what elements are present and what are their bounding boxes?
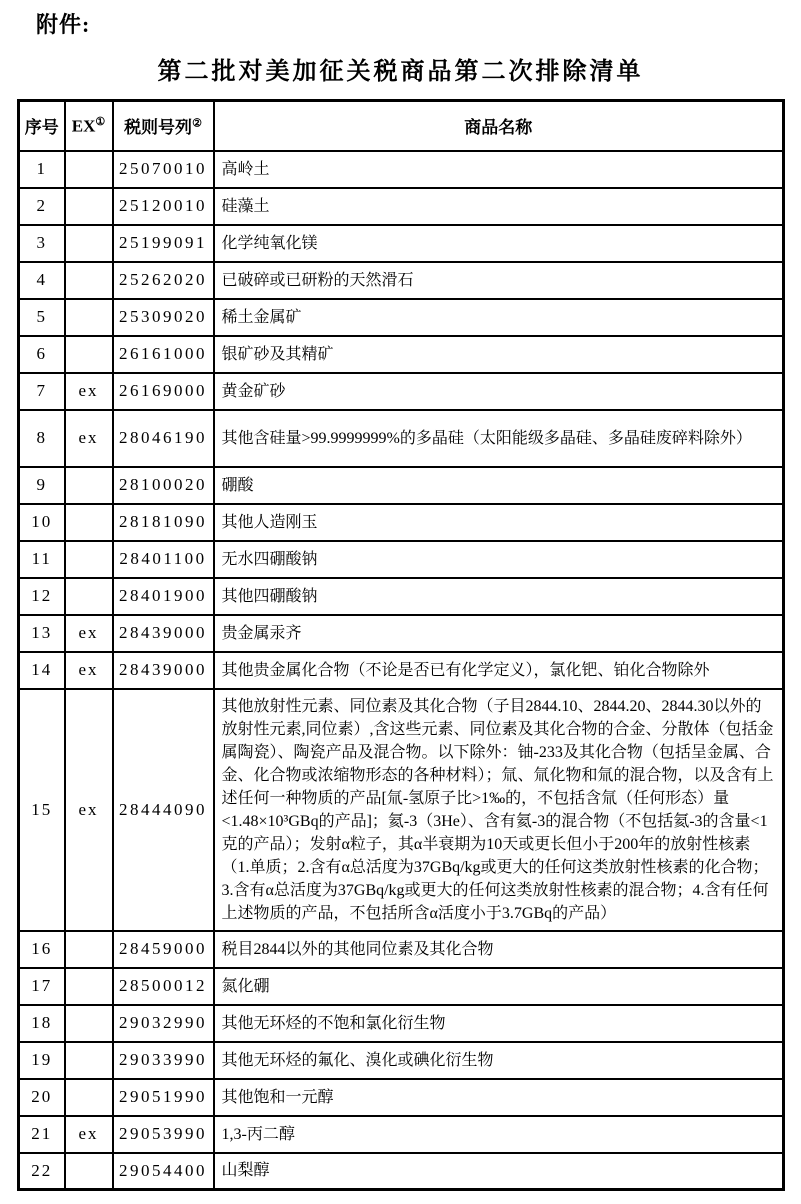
- row-ex-cell: [65, 541, 113, 578]
- table-row: [19, 504, 784, 541]
- row-ex-cell: [65, 188, 113, 225]
- row-no-cell: 2: [19, 188, 65, 225]
- table-row: [19, 968, 784, 1005]
- row-name-cell: 稀土金属矿: [214, 299, 784, 336]
- row-code-cell: 26169000: [113, 373, 214, 410]
- row-code-cell: 28500012: [113, 968, 214, 1005]
- row-code-cell: 25262020: [113, 262, 214, 299]
- row-no-cell: 12: [19, 578, 65, 615]
- table-row: [19, 262, 784, 299]
- header-code-label: 税则号列: [124, 118, 193, 138]
- row-name-cell: 其他放射性元素、同位素及其化合物（子目2844.10、2844.20、2844.30以外的放射性元素,同位素）,含这些元素、同位素及其化合物的合金、分散体（包括金属陶瓷）、陶瓷产品及混合物。以下除外：铀-233及其化合物（包括呈金属、合金、化合物或浓缩物形态的各种材料）；氚、氚化物和氚的混合物，以及含有上述任何一种物质的产品[氚-氢原子比>1‰的，不包括含氚（任何形态）量<1.48×10³GBq的产品]；氦-3（3He）、含有氦-3的混合物（不包括氦-3的含量<1克的产品）；发射α粒子，其α半衰期为10天或更长但小于200年的放射性核素（1.单质；2.含有α总活度为37GBq/kg或更大的任何这类放射性核素的化合物；3.含有α总活度为37GBq/kg或更大的任何这类放射性核素的混合物；4.含有任何上述物质的产品，不包括所含α活度小于3.7GBq的产品）: [214, 689, 784, 931]
- row-name-cell: 已破碎或已研粉的天然滑石: [214, 262, 784, 299]
- header-code-footnote-mark: ②: [192, 117, 202, 130]
- row-no-cell: 17: [19, 968, 65, 1005]
- row-ex-cell: ex: [65, 652, 113, 689]
- table-row: [19, 467, 784, 504]
- table-row: [19, 1153, 784, 1190]
- row-name-cell: 其他饱和一元醇: [214, 1079, 784, 1116]
- row-name-cell: 其他贵金属化合物（不论是否已有化学定义），氯化钯、铂化合物除外: [214, 652, 784, 689]
- row-code-cell: 28439000: [113, 615, 214, 652]
- row-code-cell: 29053990: [113, 1116, 214, 1153]
- row-code-cell: 28181090: [113, 504, 214, 541]
- row-no-cell: 1: [19, 151, 65, 188]
- row-name-cell: 其他含硅量>99.9999999%的多晶硅（太阳能级多晶硅、多晶硅废碎料除外）: [214, 410, 784, 467]
- table-row: [19, 225, 784, 262]
- row-ex-cell: [65, 578, 113, 615]
- table-row: [19, 299, 784, 336]
- row-name-cell: 无水四硼酸钠: [214, 541, 784, 578]
- row-name-cell: 化学纯氧化镁: [214, 225, 784, 262]
- row-ex-cell: [65, 1042, 113, 1079]
- row-name-cell: 其他无环烃的不饱和氯化衍生物: [214, 1005, 784, 1042]
- row-ex-cell: [65, 336, 113, 373]
- table-row: [19, 410, 784, 467]
- row-no-cell: 4: [19, 262, 65, 299]
- header-no-label: 序号: [24, 118, 59, 138]
- row-no-cell: 18: [19, 1005, 65, 1042]
- table-row: [19, 1079, 784, 1116]
- row-ex-cell: [65, 151, 113, 188]
- table-row: [19, 373, 784, 410]
- row-ex-cell: ex: [65, 615, 113, 652]
- exclusion-table: [17, 99, 785, 1191]
- header-ex: [65, 101, 113, 151]
- row-code-cell: 28100020: [113, 467, 214, 504]
- table-row: [19, 151, 784, 188]
- row-name-cell: 银矿砂及其精矿: [214, 336, 784, 373]
- row-name-cell: 硼酸: [214, 467, 784, 504]
- header-name-label: 商品名称: [464, 118, 533, 138]
- row-no-cell: 14: [19, 652, 65, 689]
- row-no-cell: 8: [19, 410, 65, 467]
- table-row: [19, 615, 784, 652]
- row-no-cell: 3: [19, 225, 65, 262]
- row-code-cell: 29051990: [113, 1079, 214, 1116]
- table-row: [19, 689, 784, 931]
- row-code-cell: 25309020: [113, 299, 214, 336]
- row-no-cell: 13: [19, 615, 65, 652]
- header-name: [214, 101, 784, 151]
- row-ex-cell: ex: [65, 410, 113, 467]
- row-ex-cell: [65, 1005, 113, 1042]
- row-no-cell: 11: [19, 541, 65, 578]
- table-row: [19, 652, 784, 689]
- table-row: [19, 931, 784, 968]
- table-row: [19, 541, 784, 578]
- table-row: [19, 1116, 784, 1153]
- row-ex-cell: ex: [65, 373, 113, 410]
- header-ex-footnote-mark: ①: [95, 115, 106, 128]
- row-no-cell: 5: [19, 299, 65, 336]
- row-no-cell: 7: [19, 373, 65, 410]
- row-ex-cell: [65, 262, 113, 299]
- row-name-cell: 硅藻土: [214, 188, 784, 225]
- row-code-cell: 25120010: [113, 188, 214, 225]
- table-header-row: [19, 101, 784, 151]
- table-row: [19, 578, 784, 615]
- row-name-cell: 1,3-丙二醇: [214, 1116, 784, 1153]
- header-code: [113, 101, 214, 151]
- attachment-label: 附件:: [36, 12, 91, 37]
- header-ex-label: EX: [71, 116, 96, 136]
- row-no-cell: 16: [19, 931, 65, 968]
- row-name-cell: 山梨醇: [214, 1153, 784, 1190]
- row-code-cell: 28444090: [113, 689, 214, 931]
- row-code-cell: 29054400: [113, 1153, 214, 1190]
- row-ex-cell: [65, 504, 113, 541]
- row-name-cell: 氮化硼: [214, 968, 784, 1005]
- row-code-cell: 28459000: [113, 931, 214, 968]
- header-no: [19, 101, 65, 151]
- row-ex-cell: [65, 1079, 113, 1116]
- row-name-cell: 黄金矿砂: [214, 373, 784, 410]
- row-code-cell: 26161000: [113, 336, 214, 373]
- table-row: [19, 1042, 784, 1079]
- row-name-cell: 其他无环烃的氟化、溴化或碘化衍生物: [214, 1042, 784, 1079]
- row-ex-cell: ex: [65, 689, 113, 931]
- row-code-cell: 28439000: [113, 652, 214, 689]
- row-no-cell: 10: [19, 504, 65, 541]
- row-code-cell: 28401900: [113, 578, 214, 615]
- row-no-cell: 19: [19, 1042, 65, 1079]
- row-code-cell: 29032990: [113, 1005, 214, 1042]
- row-ex-cell: [65, 467, 113, 504]
- row-code-cell: 28046190: [113, 410, 214, 467]
- table-row: [19, 1005, 784, 1042]
- row-no-cell: 6: [19, 336, 65, 373]
- row-no-cell: 9: [19, 467, 65, 504]
- row-code-cell: 25070010: [113, 151, 214, 188]
- row-ex-cell: [65, 1153, 113, 1190]
- row-name-cell: 高岭土: [214, 151, 784, 188]
- row-name-cell: 其他四硼酸钠: [214, 578, 784, 615]
- row-ex-cell: [65, 299, 113, 336]
- row-no-cell: 22: [19, 1153, 65, 1190]
- row-ex-cell: [65, 931, 113, 968]
- row-name-cell: 贵金属汞齐: [214, 615, 784, 652]
- table-row: [19, 336, 784, 373]
- row-name-cell: 税目2844以外的其他同位素及其化合物: [214, 931, 784, 968]
- row-ex-cell: ex: [65, 1116, 113, 1153]
- row-ex-cell: [65, 225, 113, 262]
- row-ex-cell: [65, 968, 113, 1005]
- row-no-cell: 20: [19, 1079, 65, 1116]
- row-no-cell: 15: [19, 689, 65, 931]
- row-no-cell: 21: [19, 1116, 65, 1153]
- row-name-cell: 其他人造刚玉: [214, 504, 784, 541]
- row-code-cell: 25199091: [113, 225, 214, 262]
- row-code-cell: 29033990: [113, 1042, 214, 1079]
- page-title: 第二批对美加征关税商品第二次排除清单: [157, 59, 644, 85]
- row-code-cell: 28401100: [113, 541, 214, 578]
- table-row: [19, 188, 784, 225]
